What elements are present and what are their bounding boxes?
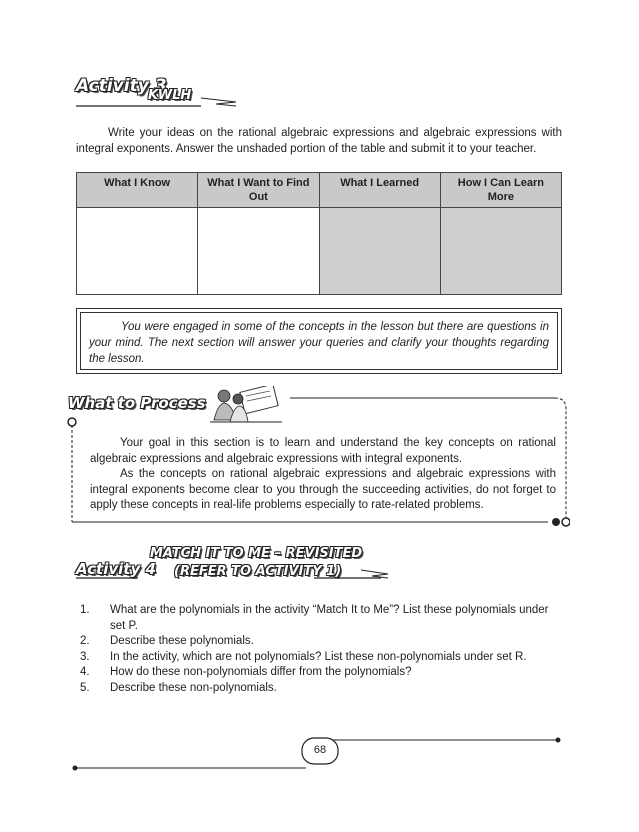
what-to-process-paragraph-1: Your goal in this section is to learn and understand the key concepts on rational algebraic expressions and algebraic expressions with integral exponents. (90, 437, 556, 465)
activity3-title: KWLH (148, 88, 192, 103)
kwlh-cell-how (440, 208, 561, 295)
kwlh-cell-know[interactable] (77, 208, 198, 295)
activity4-title-line1: MATCH IT TO ME – REVISITED (150, 546, 363, 561)
questions-list (80, 603, 562, 696)
note-box: You were engaged in some of the concepts in the lesson but there are questions in your mind. The next section will answer your queries and clarify your thoughts regarding the lesson. (80, 312, 558, 370)
kwlh-header-row (77, 173, 562, 208)
students-studying-icon (208, 386, 284, 424)
list-item: 1. What are the polynomials in the activity “Match It to Me”? List these polynomials under set P. (80, 604, 549, 632)
activity3-label: Activity 3 (76, 76, 167, 96)
page-number: 68 (313, 744, 327, 756)
page-footer (70, 732, 570, 776)
kwlh-col-learned: What I Learned (319, 173, 440, 208)
kwlh-col-know: What I Know (77, 173, 198, 208)
kwlh-table (76, 172, 562, 295)
what-to-process-section (60, 384, 570, 534)
kwlh-cell-learned (319, 208, 440, 295)
kwlh-cell-want[interactable] (198, 208, 319, 295)
activity3-instructions: Write your ideas on the rational algebraic expressions and algebraic expressions with integral exponents. Answer the unshaded portion of the table and submit it to your teacher. (76, 127, 562, 155)
list-item: 2. Describe these polynomials. (80, 635, 254, 647)
kwlh-col-how: How I Can Learn More (440, 173, 561, 208)
kwlh-answer-row (77, 208, 562, 295)
what-to-process-paragraph-2: As the concepts on rational algebraic expressions and algebraic expressions with integral exponents become clear to you through the succeeding activities, do not forget to apply these concepts in real-life problems especially to rate-related problems. (90, 468, 556, 511)
list-item: 3. In the activity, which are not polynomials? List these non-polynomials under set R. (80, 650, 527, 663)
activity3-header (76, 76, 246, 112)
list-item: 5. Describe these non-polynomials. (80, 681, 277, 694)
activity4-header (76, 546, 396, 586)
list-item: 4. How do these non-polynomials differ from the polynomials? (80, 666, 412, 678)
kwlh-col-want: What I Want to Find Out (198, 173, 319, 208)
activity4-label: Activity 4 (76, 560, 156, 578)
header-underline-arrow-icon (76, 76, 246, 112)
activity4-title-line2: (REFER TO ACTIVITY 1) (174, 564, 342, 579)
what-to-process-title: What to Process (68, 394, 206, 412)
activity4-underline-arrow-icon (76, 546, 396, 586)
